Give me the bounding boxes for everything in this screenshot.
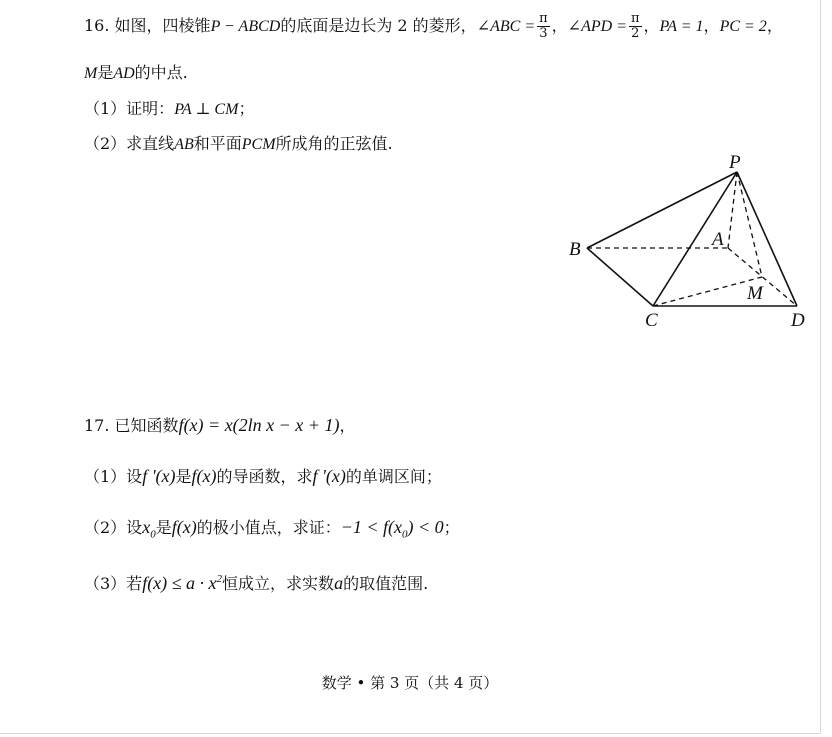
q17-func: f(x) = x(2ln x − x + 1) bbox=[178, 415, 340, 435]
q17-part2-end: ； bbox=[443, 518, 460, 537]
q17-part3-end: 的取值范围. bbox=[343, 574, 429, 593]
q17-part1-fp2: f '(x) bbox=[312, 466, 346, 486]
q16-line2-end: 的中点. bbox=[134, 63, 188, 82]
q16-sep2: ， bbox=[643, 16, 660, 35]
q17-part2-f: f(x) bbox=[171, 517, 197, 537]
q16-part1-expr: PA ⊥ CM bbox=[174, 101, 239, 118]
q16-ad: AD bbox=[113, 65, 135, 82]
q16-part2-label: （2）求直线 bbox=[84, 134, 175, 153]
q17-number: 17. bbox=[84, 416, 110, 435]
label-p: P bbox=[729, 152, 741, 173]
q17-part3-label: （3）若 bbox=[84, 574, 143, 593]
q17-part1 bbox=[84, 465, 442, 488]
q17-part2-x0: $x_0$ bbox=[142, 517, 156, 541]
q16-part1-label: （1）证明： bbox=[84, 99, 175, 118]
edge-pd bbox=[737, 172, 797, 306]
q17-part1-mid2: 的导函数，求 bbox=[216, 467, 313, 486]
q17-part3-a: a bbox=[334, 573, 344, 593]
q17-part3-mid: 恒成立，求实数 bbox=[222, 574, 335, 593]
q16-part2-pcm: PCM bbox=[241, 136, 276, 153]
q16-part1-end: ； bbox=[238, 99, 255, 118]
edge-pm-hidden bbox=[737, 172, 762, 277]
label-d: D bbox=[791, 310, 805, 331]
q17-part3-expr: $f(x) \le a \cdot x^2$ bbox=[142, 573, 223, 593]
q17-part1-end: 的单调区间； bbox=[345, 467, 442, 486]
q17-part2-mid: 是 bbox=[155, 518, 172, 537]
q16-pa: PA = 1 bbox=[659, 18, 704, 35]
q16-sep3: ， bbox=[703, 16, 720, 35]
q16-line2-mid: 是 bbox=[97, 63, 114, 82]
q17-part2 bbox=[84, 516, 460, 546]
q16-frac-pi-2: $\frac{\pi}{2}$ bbox=[630, 11, 640, 41]
q16-part2-end: 所成角的正弦值. bbox=[275, 134, 393, 153]
q16-m: M bbox=[84, 65, 98, 82]
label-c: C bbox=[645, 310, 658, 331]
q17-part3 bbox=[84, 568, 428, 595]
edge-bc bbox=[587, 248, 653, 306]
label-a: A bbox=[712, 229, 724, 250]
q16-angle-apd: ∠APD = bbox=[567, 18, 627, 35]
q16-intro: 如图，四棱锥 bbox=[114, 16, 211, 35]
q17-part2-ineq: $-1 < f(x_0) < 0$ bbox=[340, 517, 444, 541]
q17-part1-fp: f '(x) bbox=[142, 466, 176, 486]
q17-part1-f: f(x) bbox=[191, 466, 217, 486]
q16-part2-ab: AB bbox=[174, 136, 194, 153]
q16-pyramid: P − ABCD bbox=[210, 18, 281, 35]
q17-part2-mid2: 的极小值点，求证： bbox=[196, 518, 341, 537]
q16-base: 的底面是边长为 2 的菱形， bbox=[280, 16, 477, 35]
q17-part2-label: （2）设 bbox=[84, 518, 143, 537]
q17-line1 bbox=[84, 414, 355, 437]
q16-number: 16. bbox=[84, 16, 110, 35]
label-m: M bbox=[747, 283, 763, 304]
q16-part2-mid: 和平面 bbox=[193, 134, 242, 153]
q16-sep1: ， bbox=[551, 16, 568, 35]
q17-part1-mid: 是 bbox=[175, 467, 192, 486]
q17-part1-label: （1）设 bbox=[84, 467, 143, 486]
page-footer: 数学 • 第 3 页（共 4 页） bbox=[321, 674, 499, 692]
q16-angle-abc: ∠ABC = bbox=[476, 18, 536, 35]
edge-pc bbox=[653, 172, 737, 306]
q17-intro-end: ， bbox=[339, 416, 356, 435]
q16-pc: PC = 2 bbox=[719, 18, 767, 35]
q17-intro: 已知函数 bbox=[114, 416, 179, 435]
q16-frac-pi-3: $\frac{\pi}{3}$ bbox=[539, 11, 548, 41]
q16-sep4: ， bbox=[766, 16, 783, 35]
label-b: B bbox=[569, 239, 581, 260]
